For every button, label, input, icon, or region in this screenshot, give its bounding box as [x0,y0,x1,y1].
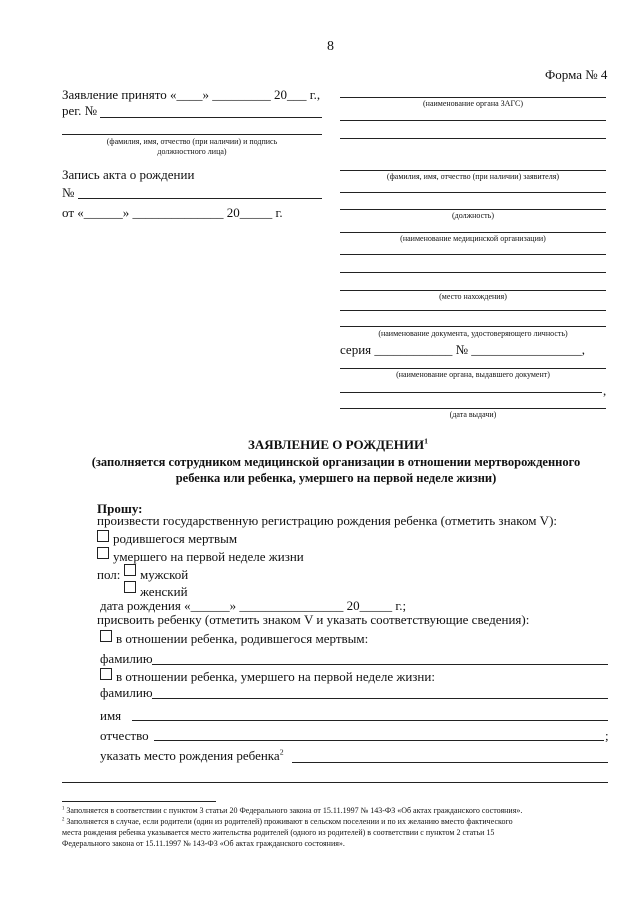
act-date-line: от «______» ______________ 20_____ г. [62,205,283,220]
document-title: ЗАЯВЛЕНИЕ О РОЖДЕНИИ$^1$ [247,436,429,452]
applicant-name-field[interactable] [340,170,606,171]
assign-instruction: присвоить ребенку (отметить знаком V и указать соответствующие сведения): [97,612,530,627]
re-died-label: в отношении ребенка, умершего на первой неделе жизни: [116,669,435,684]
reg-label: рег. № [62,103,98,118]
footnote-2-line-1: $^2$ Заполняется в случае, если родители (один из родителей) проживают в сельском поселении и по их желанию вместо фактического [62,817,513,826]
issuer-caption: (наименование органа, выдавшего документ) [396,370,550,379]
issue-date-field[interactable] [340,408,606,409]
footnote-separator [62,801,216,802]
position-caption: (должность) [452,211,494,220]
footnote-1: $^1$ Заполняется в соответствии с пунктом 3 статьи 20 Федерального закона от 15.11.1997 № 143-ФЗ «Об актах гражданского состояния». [62,806,523,815]
applicant-caption: (фамилия, имя, отчество (при наличии) заявителя) [386,172,560,181]
act-record-label: Запись акта о рождении [62,167,195,182]
right-blank-line[interactable] [340,310,606,311]
zags-caption: (наименование органа ЗАГС) [423,99,523,108]
patronymic-field[interactable] [154,740,604,741]
footnote-2-mark: 2 [62,817,65,823]
right-blank-line[interactable] [340,120,606,121]
footnote-1-mark: 1 [62,806,65,812]
female-checkbox[interactable] [124,581,136,593]
re-died-checkbox[interactable] [100,668,112,680]
series-number-line: серия ____________ № _________________, [340,342,586,357]
act-no-label: № [62,185,75,200]
birthplace-footnote-mark: 2 [279,747,284,757]
sex-label: пол: [97,567,121,582]
right-blank-line[interactable] [340,192,606,193]
male-checkbox[interactable] [124,564,136,576]
surname-label-1: фамилию [100,651,153,666]
reg-number-field[interactable] [100,117,322,118]
male-label: мужской [140,567,189,582]
female-label: женский [140,584,188,599]
act-number-field[interactable] [78,198,322,199]
footnote-2-line-2: места рождения ребенка указывается место жительства родителей (одного из родителей) в соответствии с пунктом 2 статьи 15 [62,828,495,837]
re-stillborn-label: в отношении ребенка, родившегося мертвым: [116,631,369,646]
med-org-field[interactable] [340,232,606,233]
med-org-caption: (наименование медицинской организации) [400,234,546,243]
right-blank-line[interactable] [340,272,606,273]
stillborn-label: родившегося мертвым [113,531,238,546]
birthplace-label: указать место рождения ребенка$^2$ [100,747,284,763]
accepted-line: Заявление принято «____» _________ 20___ г., [62,87,321,102]
birthplace-field[interactable] [292,762,608,763]
surname-field-1[interactable] [152,664,608,665]
register-instruction: произвести государственную регистрацию рождения ребенка (отметить знаком V): [97,513,558,528]
surname-label-2: фамилию [100,685,153,700]
page-number: 8 [327,39,334,54]
footnote-2-line-3: Федерального закона от 15.11.1997 № 143-ФЗ «Об актах гражданского состояния». [62,839,345,848]
patronymic-end: ; [605,728,609,743]
location-field[interactable] [340,290,606,291]
issuer-comma: , [603,383,607,398]
subtitle-line-2: ребенка или ребенка, умершего на первой неделе жизни) [175,471,497,485]
form-number: Форма № 4 [545,67,608,82]
birth-date-line: дата рождения «______» ________________ 20_____ г.; [100,598,407,613]
official-caption-2: должностного лица) [157,147,227,156]
issue-date-caption: (дата выдачи) [449,410,497,419]
official-signature-field[interactable] [62,134,322,135]
issuer-field[interactable] [340,368,606,369]
surname-field-2[interactable] [152,698,608,699]
issuer-field-2[interactable] [340,392,602,393]
name-field[interactable] [132,720,608,721]
zags-field[interactable] [340,97,606,98]
prosu-label: Прошу: [97,501,143,516]
position-field[interactable] [340,209,606,210]
patronymic-label: отчество [100,728,149,743]
location-caption: (место нахождения) [439,292,507,301]
re-stillborn-checkbox[interactable] [100,630,112,642]
subtitle-line-1: (заполняется сотрудником медицинской организации в отношении мертворожденного [91,455,581,469]
name-label: имя [100,708,122,723]
title-footnote-mark: 1 [424,436,429,446]
died-first-week-label: умершего на первой неделе жизни [113,549,304,564]
stillborn-checkbox[interactable] [97,530,109,542]
right-blank-line[interactable] [340,138,606,139]
right-blank-line[interactable] [340,254,606,255]
id-document-caption: (наименование документа, удостоверяющего личность) [378,329,568,338]
official-caption-1: (фамилия, имя, отчество (при наличии) и подпись [106,137,278,146]
birthplace-field-2[interactable] [62,782,608,783]
id-document-field[interactable] [340,326,606,327]
died-first-week-checkbox[interactable] [97,547,109,559]
